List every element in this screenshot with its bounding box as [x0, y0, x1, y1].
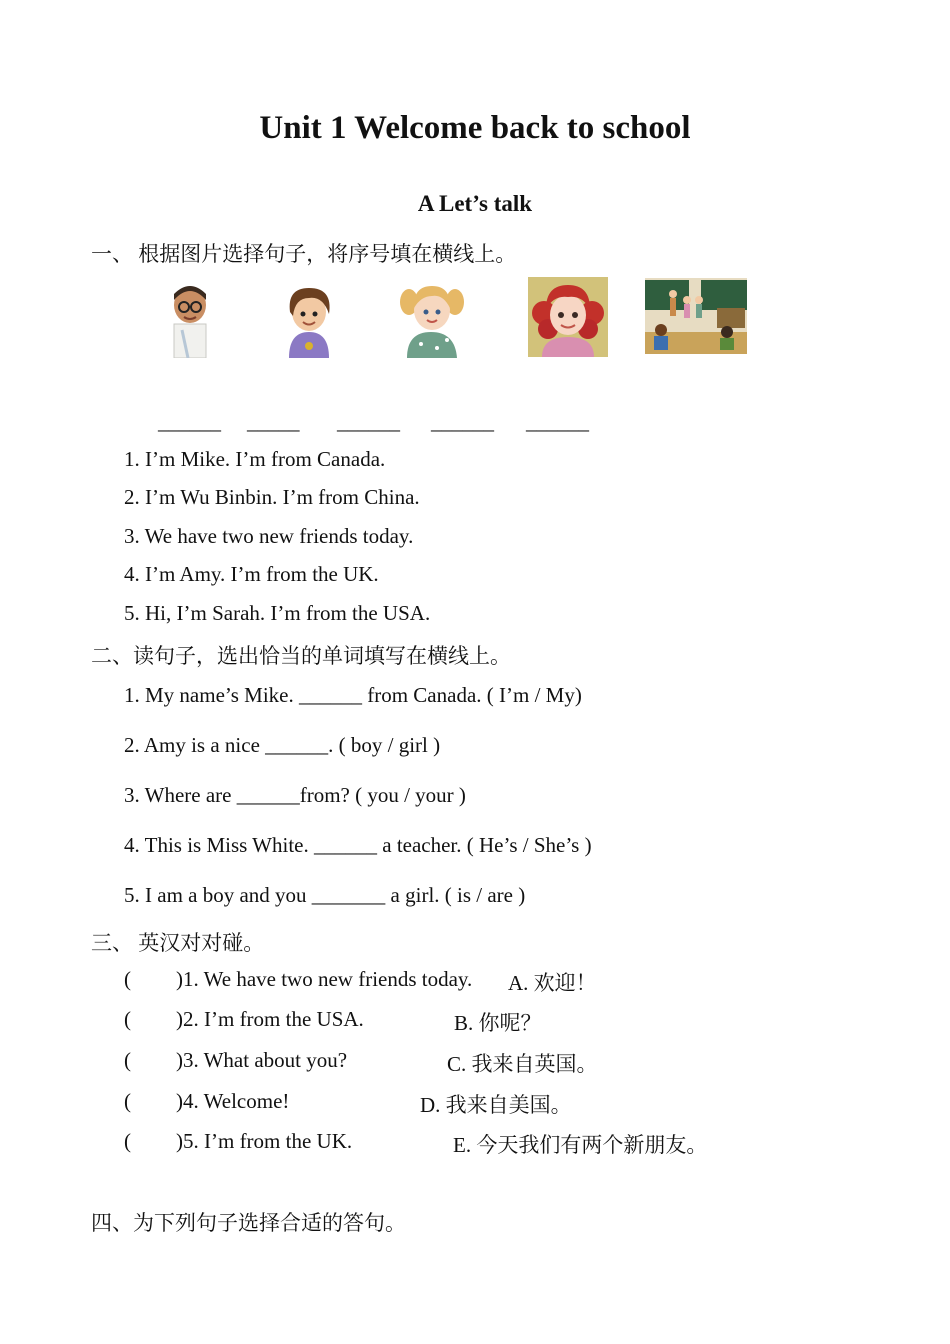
match-left-2: )2. I’m from the USA. [176, 1007, 364, 1031]
girl-blonde-pigtails-picture [397, 276, 469, 358]
answer-blank-1[interactable]: ______ [158, 410, 221, 434]
match-right-3: C. 我来自英国。 [447, 1052, 598, 1076]
section-4-heading: 四、为下列句子选择合适的答句。 [91, 1211, 406, 1235]
boy-with-glasses-picture [162, 280, 218, 358]
match-left-1: )1. We have two new friends today. [176, 967, 473, 991]
answer-blank-3[interactable]: ______ [337, 410, 400, 434]
match-left-4: )4. Welcome! [176, 1089, 290, 1113]
sentence-5: 5. Hi, I’m Sarah. I’m from the USA. [124, 601, 431, 625]
match-paren-3[interactable]: ( [124, 1048, 131, 1072]
answer-blank-5[interactable]: ______ [526, 410, 589, 434]
girl-red-curly-hair-picture [528, 277, 608, 357]
answer-blank-4[interactable]: ______ [431, 410, 494, 434]
match-left-5: )5. I’m from the UK. [176, 1129, 353, 1153]
section-3-heading: 三、 英汉对对碰。 [91, 931, 265, 955]
page-title: Unit 1 Welcome back to school [259, 110, 691, 146]
section-2-heading: 二、读句子，选出恰当的单词填写在横线上。 [91, 644, 511, 668]
classroom-scene-picture [645, 278, 747, 354]
fill-item-2: 2. Amy is a nice ______. ( boy / girl ) [124, 733, 441, 757]
fill-item-4: 4. This is Miss White. ______ a teacher. ( He’s / She’s ) [124, 833, 592, 857]
boy-brown-hair-picture [283, 282, 335, 358]
sentence-3: 3. We have two new friends today. [124, 524, 414, 548]
fill-item-1: 1. My name’s Mike. ______ from Canada. ( I’m / My) [124, 683, 582, 707]
sentence-2: 2. I’m Wu Binbin. I’m from China. [124, 485, 420, 509]
match-paren-5[interactable]: ( [124, 1129, 131, 1153]
section-1-heading: 一、 根据图片选择句子，将序号填在横线上。 [91, 242, 517, 266]
lesson-subtitle: A Let’s talk [417, 191, 533, 216]
fill-item-5: 5. I am a boy and you _______ a girl. ( is / are ) [124, 883, 526, 907]
match-paren-4[interactable]: ( [124, 1089, 131, 1113]
match-paren-1[interactable]: ( [124, 967, 131, 991]
match-right-5: E. 今天我们有两个新朋友。 [453, 1133, 708, 1157]
match-right-4: D. 我来自美国。 [420, 1093, 572, 1117]
fill-item-3: 3. Where are ______from? ( you / your ) [124, 783, 466, 807]
match-right-2: B. 你呢？ [454, 1011, 542, 1035]
answer-blank-2[interactable]: _____ [247, 410, 300, 434]
match-paren-2[interactable]: ( [124, 1007, 131, 1031]
sentence-1: 1. I’m Mike. I’m from Canada. [124, 447, 386, 471]
sentence-4: 4. I’m Amy. I’m from the UK. [124, 562, 379, 586]
match-left-3: )3. What about you? [176, 1048, 348, 1072]
match-right-1: A. 欢迎！ [508, 971, 597, 995]
